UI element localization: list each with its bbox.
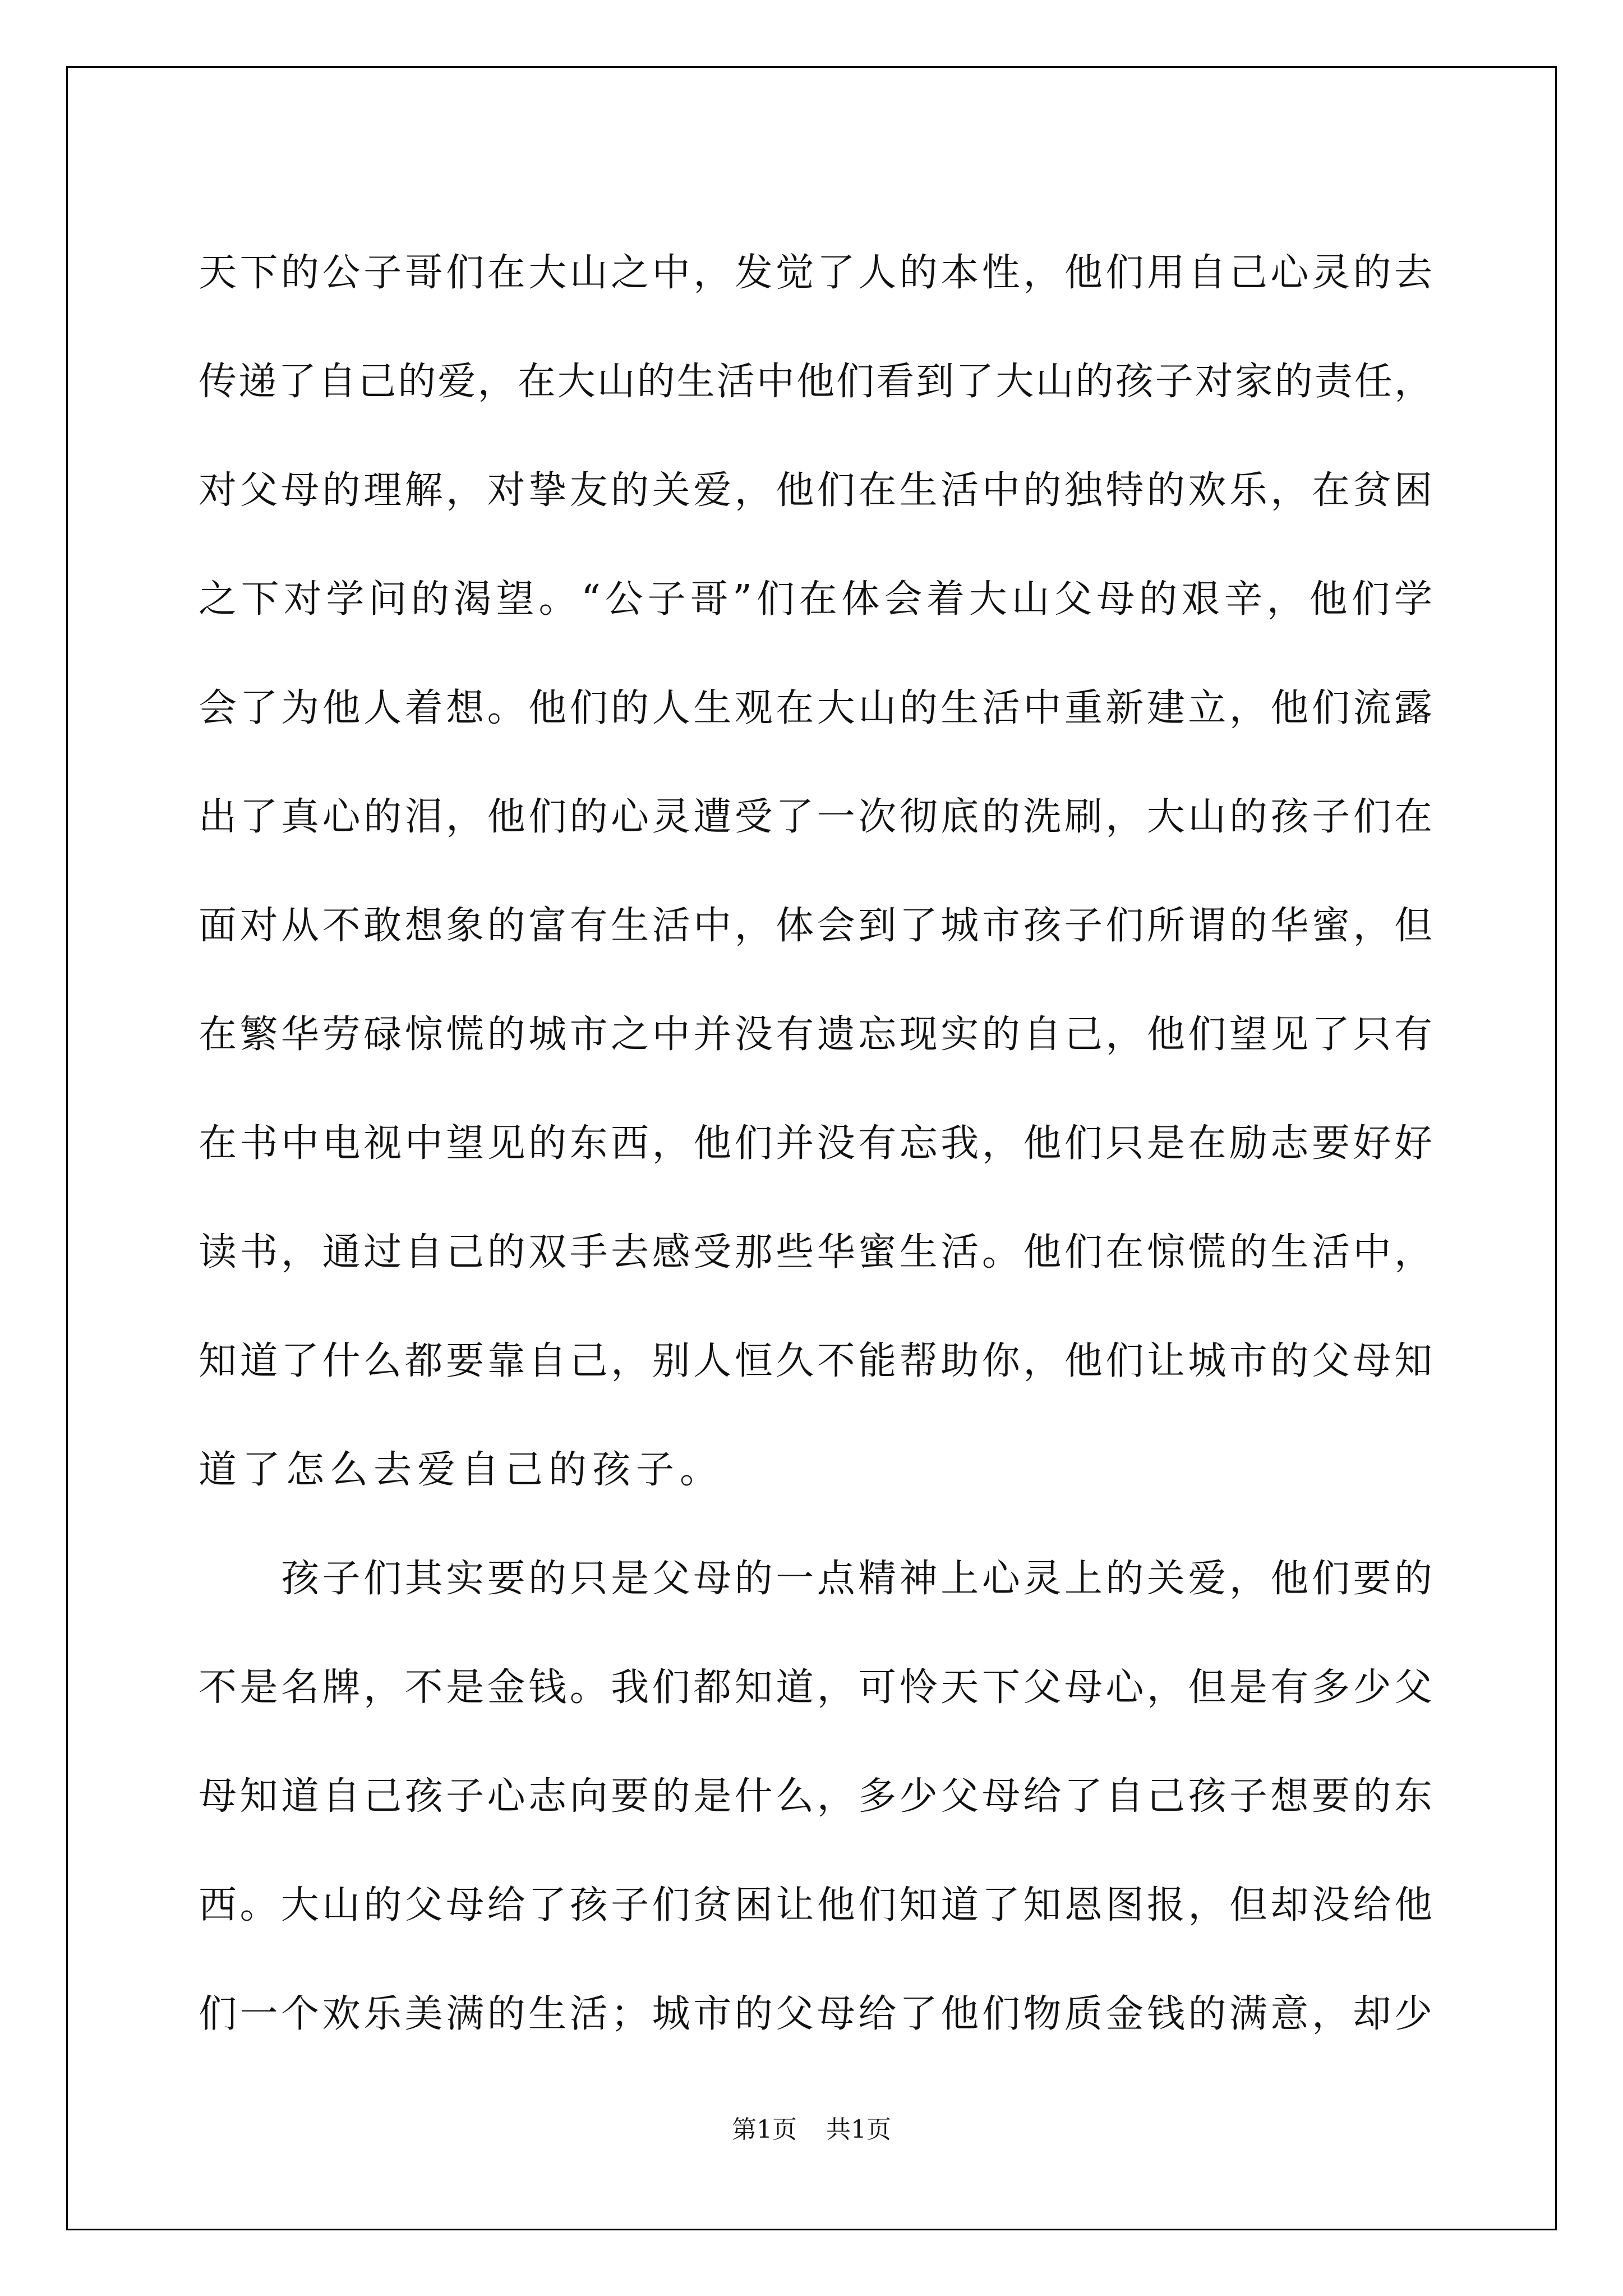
text-line: 们一个欢乐美满的生活；城市的父母给了他们物质金钱的满意，却少 (199, 1992, 1432, 2036)
text-line: 读书，通过自己的双手去感受那些华蜜生活。他们在惊慌的生活中， (199, 1230, 1432, 1274)
page-total: 共1页 (826, 2115, 891, 2144)
page-number: 第1页 (732, 2115, 797, 2144)
text-line: 传递了自己的爱，在大山的生活中他们看到了大山的孩子对家的责任， (199, 360, 1432, 404)
text-line: 知道了什么都要靠自己，别人恒久不能帮助你，他们让城市的父母知 (199, 1339, 1432, 1383)
text-line: 在繁华劳碌惊慌的城市之中并没有遗忘现实的自己，他们望见了只有 (199, 1013, 1432, 1057)
text-line: 孩子们其实要的只是父母的一点精神上心灵上的关爱，他们要的 (199, 1557, 1432, 1601)
text-line: 道了怎么去爱自己的孩子。 (199, 1448, 724, 1492)
text-line: 对父母的理解，对挚友的关爱，他们在生活中的独特的欢乐，在贫困 (199, 468, 1432, 513)
text-line: 天下的公子哥们在大山之中，发觉了人的本性，他们用自己心灵的去 (199, 251, 1432, 295)
text-line: 出了真心的泪，他们的心灵遭受了一次彻底的洗刷，大山的孩子们在 (199, 795, 1432, 839)
document-body (199, 219, 1432, 2069)
page-footer (0, 2109, 1623, 2145)
text-line: 在书中电视中望见的东西，他们并没有忘我，他们只是在励志要好好 (199, 1121, 1432, 1166)
text-line: 面对从不敢想象的富有生活中，体会到了城市孩子们所谓的华蜜，但 (199, 904, 1432, 948)
text-line: 不是名牌，不是金钱。我们都知道，可怜天下父母心，但是有多少父 (199, 1665, 1432, 1710)
text-line: 会了为他人着想。他们的人生观在大山的生活中重新建立，他们流露 (199, 686, 1432, 730)
text-line: 西。大山的父母给了孩子们贫困让他们知道了知恩图报，但却没给他 (199, 1883, 1432, 1927)
text-line: 母知道自己孩子心志向要的是什么，多少父母给了自己孩子想要的东 (199, 1774, 1432, 1819)
text-line: 之下对学问的渴望。“公子哥”们在体会着大山父母的艰辛，他们学 (199, 577, 1432, 622)
